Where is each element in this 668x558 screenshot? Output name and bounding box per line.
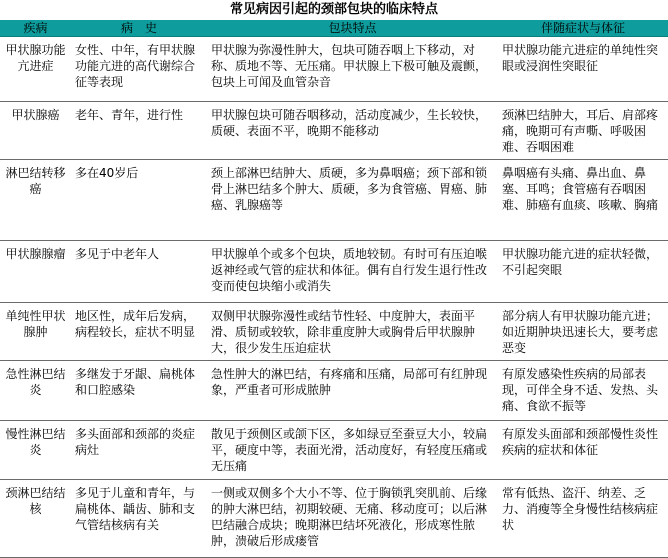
table-row: [0, 102, 668, 160]
history-cell: 多见于中老年人: [71, 241, 207, 303]
symptoms-cell: 鼻咽癌有头痛、鼻出血、鼻塞、耳鸣；食管癌有吞咽困难、肺癌有血痰、咳嗽、胸痛: [498, 160, 668, 241]
disease-cell: 颈淋巴结结核: [0, 480, 71, 558]
mass-cell: 甲状腺单个或多个包块，质地较韧。有时可有压迫喉返神经或气管的症状和体征。偶有自行发生退行性改变而使包块缩小或消失: [207, 241, 498, 303]
symptoms-cell: 颈淋巴结肿大，耳后、肩部疼痛，晚期可有声嘶、呼吸困难、吞咽困难: [498, 102, 668, 160]
symptoms-cell: 有原发头面部和颈部慢性炎性疾病的症状和体征: [498, 421, 668, 480]
column-header-mass: 包块特点: [207, 20, 498, 37]
table-header-row: [0, 20, 668, 37]
table-row: [0, 241, 668, 303]
disease-cell: 甲状腺癌: [0, 102, 71, 160]
column-header-disease: 疾病: [0, 20, 71, 37]
page-title: 常见病因引起的颈部包块的临床特点: [229, 2, 438, 17]
table-row: [0, 160, 668, 241]
mass-cell: 散见于颈侧区或颌下区，多如绿豆至蚕豆大小，较扁平，硬度中等，表面光滑，活动度好，有轻度压痛或无压痛: [207, 421, 498, 480]
symptoms-cell: 部分病人有甲状腺功能亢进；如近期肿块迅速长大，要考虑恶变: [498, 303, 668, 361]
mass-cell: 急性肿大的淋巴结，有疼痛和压痛，局部可有红肿现象，严重者可形成脓肿: [207, 361, 498, 421]
symptoms-cell: 甲状腺功能亢进症的单纯性突眼或浸润性突眼征: [498, 37, 668, 102]
column-header-symptoms: 伴随症状与体征: [498, 20, 668, 37]
history-cell: 多在40岁后: [71, 160, 207, 241]
disease-cell: 甲状腺功能亢进症: [0, 37, 71, 102]
symptoms-cell: 甲状腺功能亢进的症状轻微，不引起突眼: [498, 241, 668, 303]
table-row: [0, 421, 668, 480]
symptoms-cell: 常有低热、盗汗、纳差、乏力、消瘦等全身慢性结核病症状: [498, 480, 668, 558]
history-cell: 多头面部和颈部的炎症病灶: [71, 421, 207, 480]
mass-cell: 甲状腺为弥漫性肿大，包块可随吞咽上下移动，对称、质地不等、无压痛。甲状腺上下极可触及震颤，包块上可闻及血管杂音: [207, 37, 498, 102]
table-row: [0, 361, 668, 421]
disease-cell: 淋巴结转移癌: [0, 160, 71, 241]
mass-cell: 甲状腺包块可随吞咽移动，活动度减少，生长较快，质硬、表面不平，晚期不能移动: [207, 102, 498, 160]
history-cell: 多继发于牙龈、扁桃体和口腔感染: [71, 361, 207, 421]
disease-cell: 急性淋巴结炎: [0, 361, 71, 421]
table-row: [0, 480, 668, 558]
mass-cell: 颈上部淋巴结肿大、质硬，多为鼻咽癌；颈下部和锁骨上淋巴结多个肿大、质硬，多为食管癌、胃癌、肺癌、乳腺癌等: [207, 160, 498, 241]
mass-cell: 一侧或双侧多个大小不等、位于胸锁乳突肌前、后缘的肿大淋巴结，初期较硬、无痛、移动度可；以后淋巴结融合成块；晚期淋巴结坏死液化，形成寒性脓肿，溃破后形成瘘管: [207, 480, 498, 558]
table-row: [0, 37, 668, 102]
clinical-features-table: [0, 20, 668, 558]
disease-cell: 甲状腺腺瘤: [0, 241, 71, 303]
disease-cell: 慢性淋巴结炎: [0, 421, 71, 480]
symptoms-cell: 有原发感染性疾病的局部表现，可伴全身不适、发热、头痛、食欲不振等: [498, 361, 668, 421]
history-cell: 地区性，成年后发病，病程较长，症状不明显: [71, 303, 207, 361]
table-row: [0, 303, 668, 361]
history-cell: 女性、中年，有甲状腺功能亢进的高代谢综合征等表现: [71, 37, 207, 102]
mass-cell: 双侧甲状腺弥漫性或结节性轻、中度肿大，表面平滑、质韧或较软，除非重度肿大或胸骨后甲状腺肿大，很少发生压迫症状: [207, 303, 498, 361]
column-header-history: 病 史: [71, 20, 207, 37]
disease-cell: 单纯性甲状腺肿: [0, 303, 71, 361]
history-cell: 多见于儿童和青年，与扁桃体、龋齿、肺和支气管结核病有关: [71, 480, 207, 558]
history-cell: 老年、青年，进行性: [71, 102, 207, 160]
